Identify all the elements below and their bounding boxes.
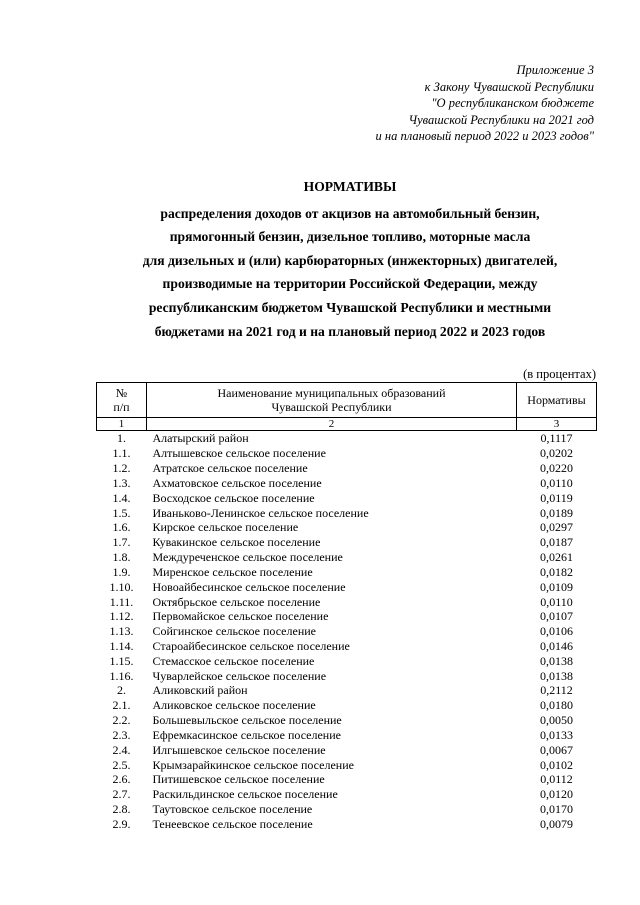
row-number: 1.5. (112, 505, 131, 520)
header-number-line: п/п (113, 400, 130, 414)
unit-note: (в процентах) (523, 367, 596, 381)
row-value: 0,0102 (540, 757, 573, 772)
appendix-line: к Закону Чувашской Республики (424, 79, 594, 94)
row-name: Стемасское сельское поселение (152, 653, 315, 668)
table-row (97, 594, 597, 609)
row-value: 0,0187 (540, 535, 573, 550)
table-row (97, 639, 597, 654)
row-value: 0,0182 (540, 564, 573, 579)
row-number: 1.14. (109, 639, 134, 653)
row-number: 2.2. (112, 713, 131, 728)
table-row (97, 520, 597, 535)
title-line: для дизельных и (или) карбюраторных (инжекторных) двигателей, (142, 252, 558, 268)
row-name: Ефремкасинское сельское поселение (152, 727, 341, 742)
row-value: 0,0189 (540, 505, 573, 520)
row-value: 0,0138 (540, 668, 573, 683)
normatives-table (96, 382, 597, 831)
row-number: 1.10. (109, 579, 134, 594)
table-row (97, 698, 597, 713)
row-number: 1.6. (112, 520, 131, 535)
row-value: 0,0146 (540, 639, 573, 653)
row-value: 0,0110 (540, 594, 573, 609)
title-line: производимые на территории Российской Федерации, между (162, 276, 538, 292)
row-name: Алатырский район (152, 431, 249, 446)
row-name: Ахматовское сельское поселение (152, 475, 322, 490)
table-row (97, 490, 597, 505)
row-number: 1.9. (112, 564, 131, 579)
row-name: Большевыльское сельское поселение (152, 713, 342, 728)
row-value: 0,0170 (540, 802, 573, 817)
row-number: 1.4. (112, 490, 131, 505)
table-row (97, 624, 597, 639)
title-line: прямогонный бензин, дизельное топливо, моторные масла (169, 229, 531, 245)
title-heading: НОРМАТИВЫ (303, 179, 397, 194)
header-value: Нормативы (517, 383, 597, 418)
row-value: 0,0133 (540, 727, 573, 742)
row-name: Междуреченское сельское поселение (152, 550, 343, 565)
header-number (97, 383, 147, 418)
row-name: Таутовское сельское поселение (152, 802, 313, 817)
row-name: Чуварлейское сельское поселение (152, 668, 327, 683)
row-name: Кирское сельское поселение (152, 520, 299, 535)
table-row (97, 757, 597, 772)
row-value: 0,1117 (540, 431, 573, 446)
row-number: 1.1. (112, 446, 131, 461)
table-row (97, 668, 597, 683)
row-name: Раскильдинское сельское поселение (152, 787, 338, 802)
row-name: Первомайское сельское поселение (152, 609, 329, 624)
table-row (97, 564, 597, 579)
row-number: 1.8. (112, 550, 131, 565)
row-value: 0,0050 (540, 713, 573, 728)
row-number: 2.6. (112, 772, 131, 787)
table-row (97, 579, 597, 594)
column-number: 2 (147, 418, 517, 431)
row-name: Тенеевское сельское поселение (152, 816, 313, 831)
row-number: 1.11. (109, 594, 134, 609)
table-body (97, 431, 597, 832)
table-row (97, 653, 597, 668)
row-number: 1.12. (109, 609, 134, 624)
row-number: 2.5. (112, 757, 131, 772)
row-number: 2.9. (112, 816, 131, 831)
row-name: Миренское сельское поселение (152, 564, 313, 579)
appendix-reference (274, 62, 594, 145)
table-row (97, 817, 597, 832)
appendix-line: "О республиканском бюджете (431, 96, 594, 110)
table-row (97, 475, 597, 490)
table-row (97, 609, 597, 624)
table-row (97, 713, 597, 728)
table-row (97, 431, 597, 446)
table-row (97, 742, 597, 757)
row-value: 0,0109 (540, 579, 573, 594)
row-name: Новоайбесинское сельское поселение (152, 579, 346, 594)
title-line: бюджетами на 2021 год и на плановый период 2022 и 2023 годов (154, 323, 546, 339)
column-number: 3 (517, 418, 597, 431)
table-header-row (97, 383, 597, 418)
appendix-line: и на плановый период 2022 и 2023 годов" (375, 129, 594, 143)
row-value: 0,0220 (540, 461, 573, 476)
row-name: Октябрьское сельское поселение (152, 594, 321, 609)
row-value: 0,0106 (540, 624, 573, 639)
row-name: Аликовское сельское поселение (152, 698, 316, 713)
row-name: Питишевское сельское поселение (152, 772, 325, 787)
row-value: 0,0261 (540, 550, 573, 565)
row-name: Восходское сельское поселение (152, 490, 315, 505)
header-number-line: № (115, 386, 128, 400)
row-number: 1.2. (112, 461, 131, 476)
row-name: Илгышевское сельское поселение (152, 742, 326, 757)
row-number: 2.7. (112, 787, 131, 802)
table-row (97, 787, 597, 802)
row-value: 0,0112 (540, 772, 573, 787)
title-line: распределения доходов от акцизов на автомобильный бензин, (160, 205, 540, 221)
row-number: 1.3. (112, 475, 131, 490)
row-value: 0,2112 (540, 683, 573, 698)
row-value: 0,0119 (540, 490, 573, 505)
row-number: 2.8. (112, 802, 131, 817)
header-name-line: Чувашской Республики (271, 400, 392, 414)
row-value: 0,0079 (540, 816, 573, 831)
row-number: 1. (117, 431, 126, 446)
table-row (97, 461, 597, 476)
row-value: 0,0067 (540, 742, 573, 757)
row-number: 1.15. (109, 653, 134, 668)
row-value: 0,0180 (540, 698, 573, 713)
row-name: Сойгинское сельское поселение (152, 624, 316, 639)
row-value: 0,0138 (540, 653, 573, 668)
row-value: 0,0110 (540, 475, 573, 490)
row-value: 0,0120 (540, 787, 573, 802)
table-row (97, 505, 597, 520)
table-row (97, 446, 597, 461)
header-name (147, 383, 517, 418)
row-number: 1.7. (112, 535, 131, 550)
row-value: 0,0107 (540, 609, 573, 624)
appendix-line: Чувашской Республики на 2021 год (408, 112, 594, 127)
column-number: 1 (97, 418, 147, 431)
row-name: Староайбесинское сельское поселение (152, 639, 350, 653)
table-row (97, 802, 597, 817)
row-number: 2.3. (112, 727, 131, 742)
row-value: 0,0297 (540, 520, 573, 535)
row-value: 0,0202 (540, 446, 573, 461)
header-name-line: Наименование муниципальных образований (217, 386, 446, 400)
row-name: Крымзарайкинское сельское поселение (152, 757, 354, 772)
document-title (80, 175, 620, 343)
row-name: Алтышевское сельское поселение (152, 446, 326, 461)
row-number: 2.1. (112, 698, 131, 713)
appendix-line: Приложение 3 (516, 63, 594, 77)
column-number-row (97, 418, 597, 431)
row-number: 2.4. (112, 742, 131, 757)
table-row (97, 550, 597, 565)
row-number: 2. (117, 683, 126, 698)
row-number: 1.16. (109, 668, 134, 683)
row-name: Атратское сельское поселение (152, 461, 308, 476)
table-row (97, 728, 597, 743)
row-name: Кувакинское сельское поселение (152, 535, 321, 550)
row-name: Иваньково-Ленинское сельское поселение (152, 505, 369, 520)
table-row (97, 535, 597, 550)
title-line: республиканским бюджетом Чувашской Республики и местными (148, 299, 552, 315)
table-row (97, 683, 597, 698)
row-name: Аликовский район (152, 683, 248, 698)
row-number: 1.13. (109, 624, 134, 639)
table-row (97, 772, 597, 787)
